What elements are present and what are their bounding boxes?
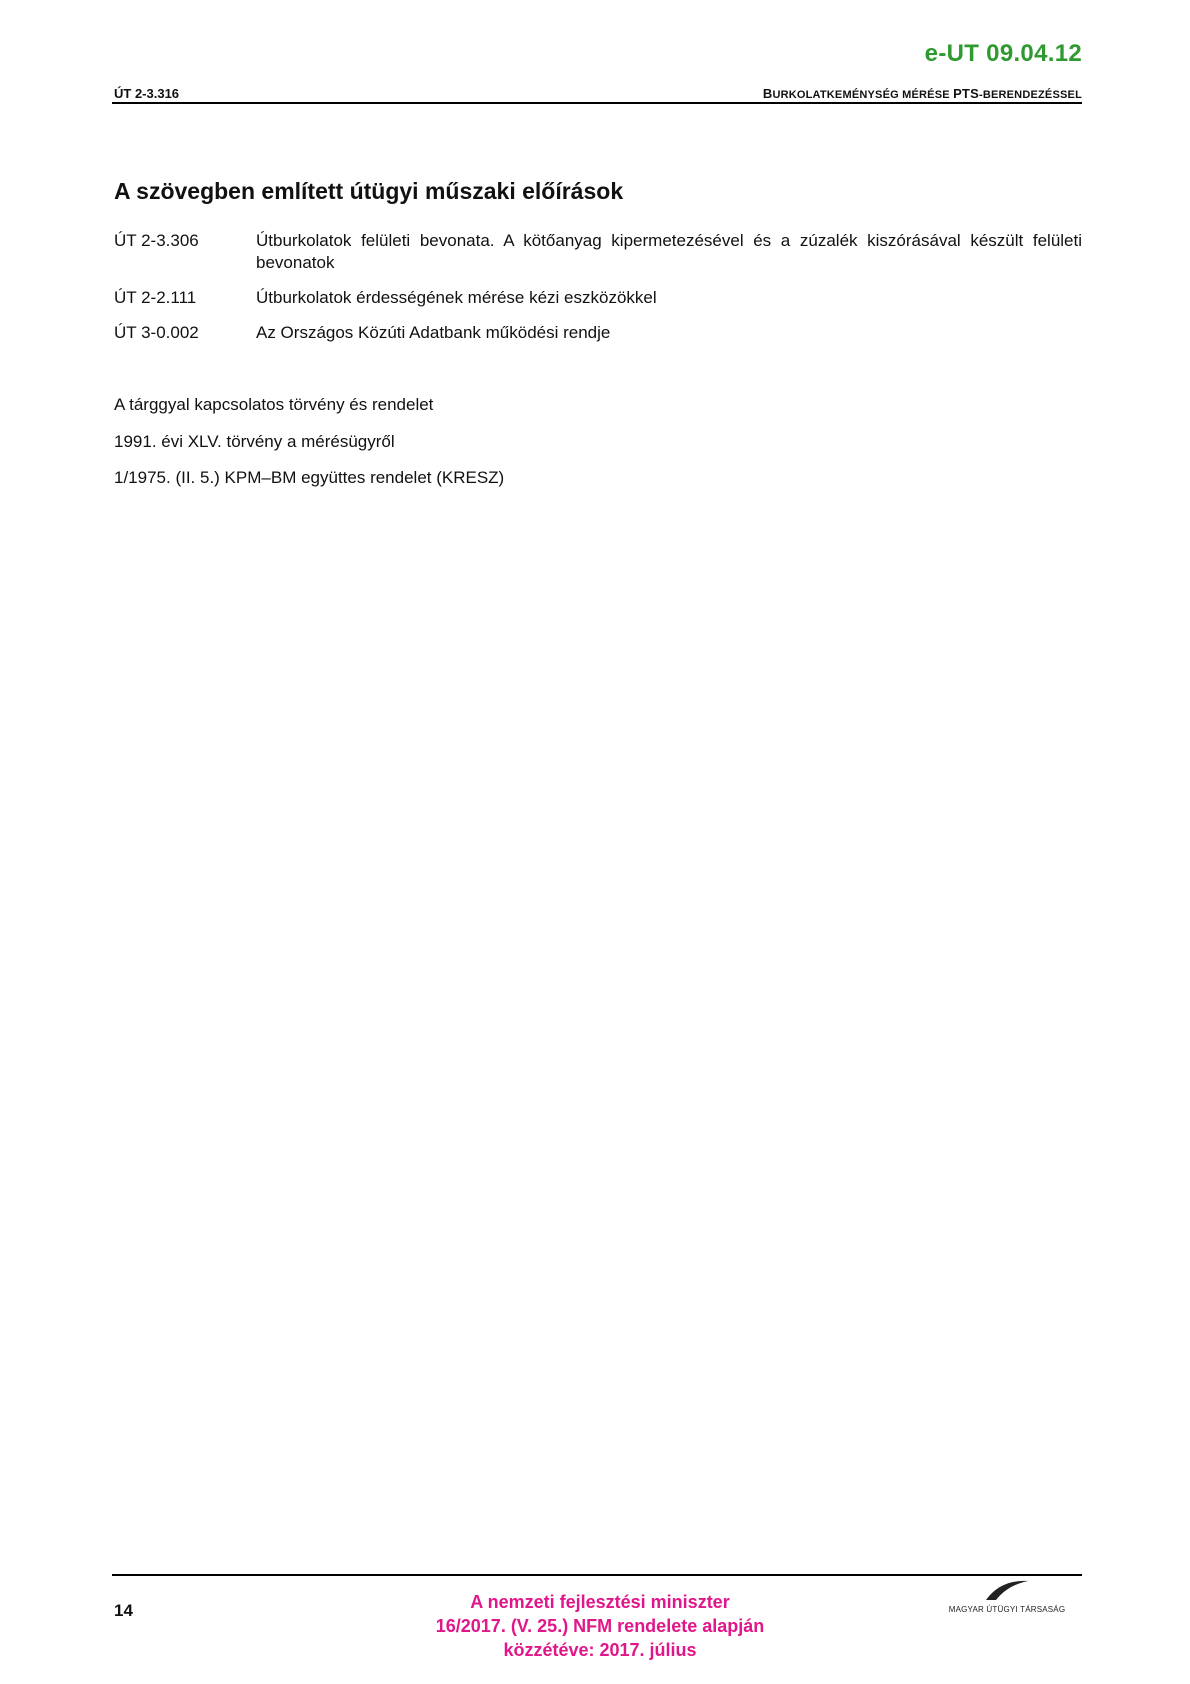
header-rule (112, 102, 1082, 104)
reference-row (114, 287, 1082, 309)
title-part: B (762, 86, 773, 101)
title-part: -BERENDEZÉSSEL (978, 89, 1082, 101)
footer-rule (112, 1574, 1082, 1576)
reference-code: ÚT 2-3.306 (114, 231, 199, 250)
reference-title: Útburkolatok felületi bevonata. A kötőanyag kipermetezésével és a zúzalék kiszórásával készült felületi bevonatok (256, 231, 1082, 272)
document-code: e-UT 09.04.12 (924, 40, 1082, 67)
reference-code: ÚT 2-2.111 (114, 288, 197, 307)
standard-id: ÚT 2-3.316 (114, 86, 180, 101)
reference-title: Útburkolatok érdességének mérése kézi eszközökkel (256, 288, 657, 307)
reference-title: Az Országos Közúti Adatbank működési rendje (256, 323, 611, 342)
publication-note-line: A nemzeti fejlesztési miniszter (470, 1592, 730, 1612)
title-part: PTS (953, 86, 979, 101)
road-swoosh-icon (984, 1578, 1030, 1602)
publication-note (400, 1590, 800, 1662)
running-title (763, 86, 1082, 101)
logo-text: MAGYAR ÚTÜGYI TÁRSASÁG (948, 1605, 1066, 1614)
reference-row (114, 230, 1082, 274)
title-part: URKOLATKEMÉNYSÉG MÉRÉSE (772, 89, 954, 101)
publication-note-line: 16/2017. (V. 25.) NFM rendelete alapján (435, 1616, 765, 1636)
society-logo (932, 1578, 1082, 1614)
law-item: 1991. évi XLV. törvény a mérésügyről (114, 432, 395, 451)
publication-note-line: közzétéve: 2017. július (503, 1640, 697, 1660)
reference-row (114, 322, 1082, 344)
section-title: A szövegben említett útügyi műszaki előírások (114, 178, 624, 204)
reference-code: ÚT 3-0.002 (114, 323, 199, 342)
reference-list (114, 230, 1082, 357)
law-item: 1/1975. (II. 5.) KPM–BM együttes rendelet (KRESZ) (114, 468, 505, 487)
laws-heading: A tárggyal kapcsolatos törvény és rendelet (114, 395, 434, 414)
page-number: 14 (114, 1601, 133, 1620)
